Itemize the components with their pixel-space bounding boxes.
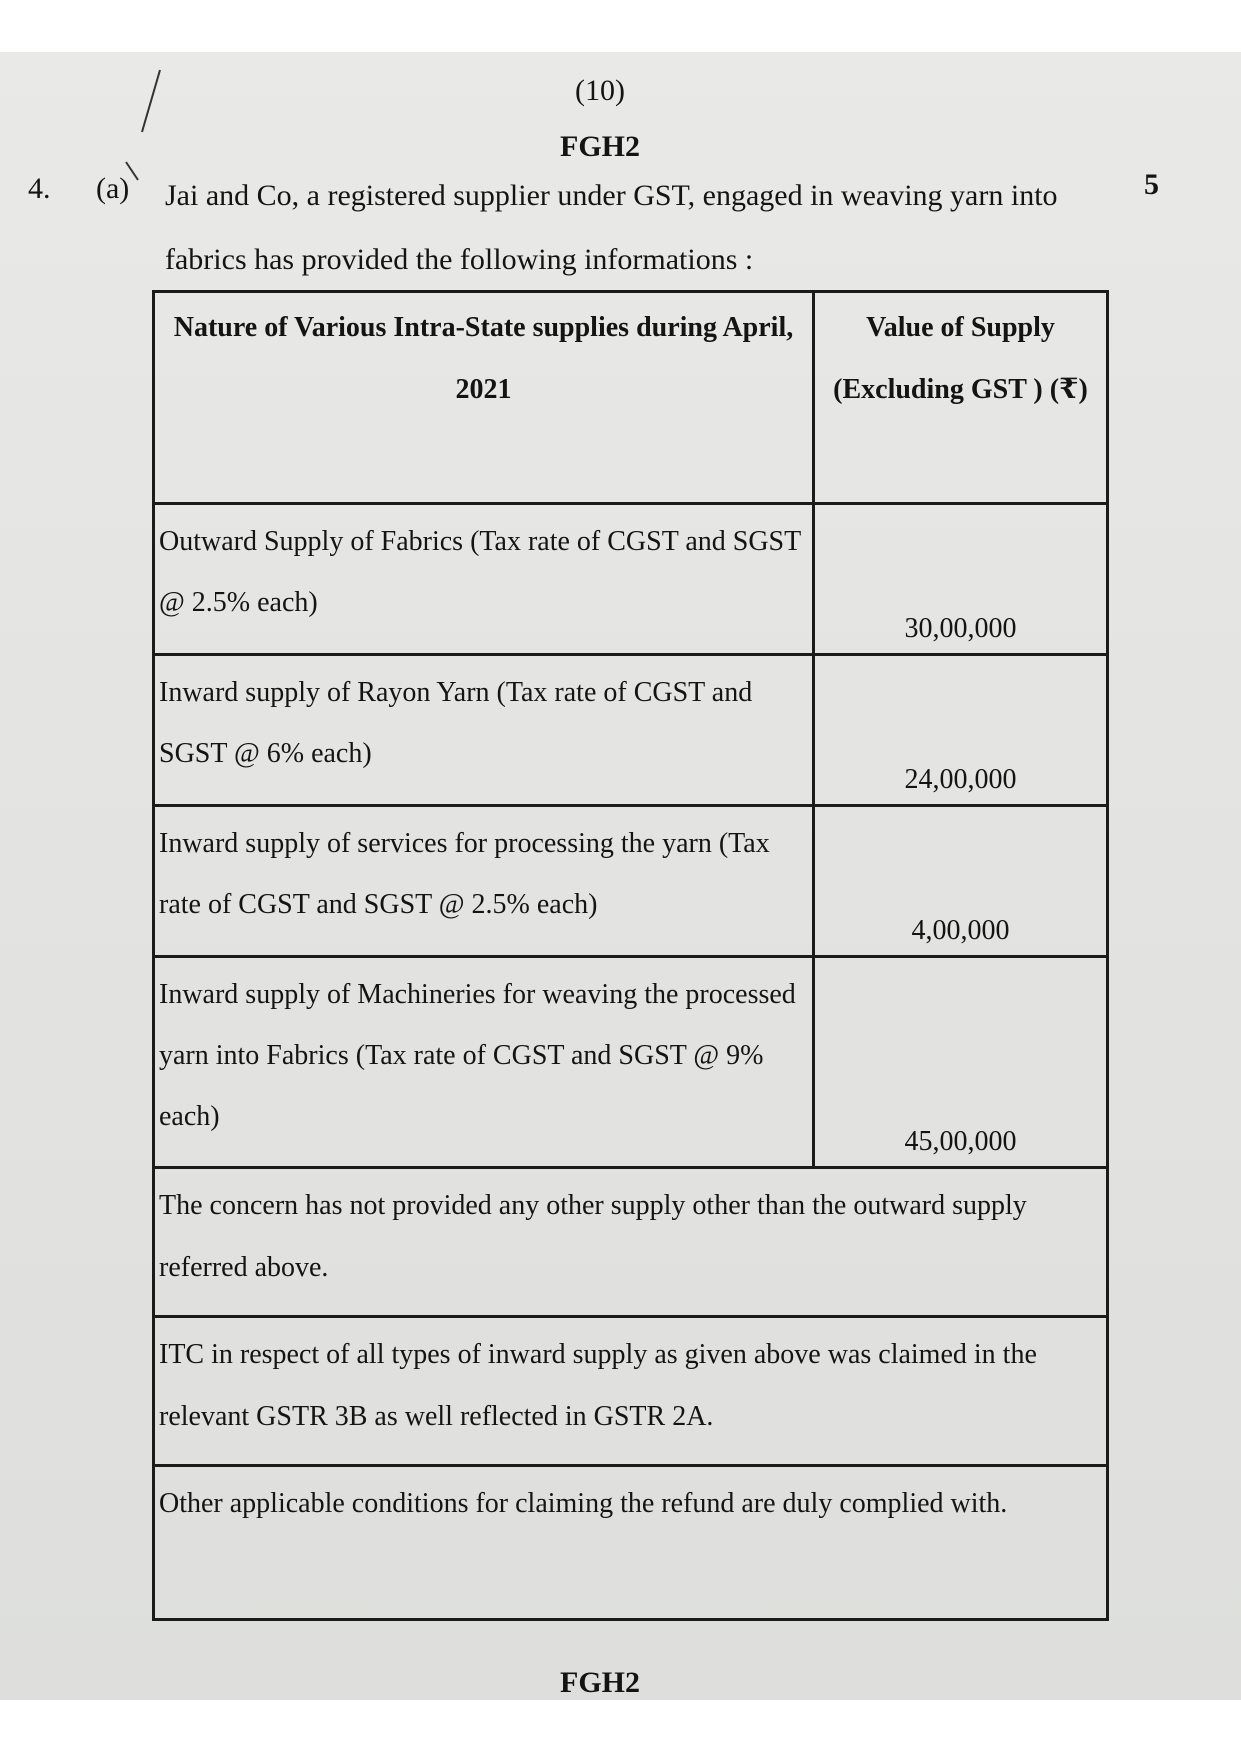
note-text: Other applicable conditions for claiming the refund are duly complied with.: [154, 1466, 1108, 1620]
row-value: 30,00,000: [814, 504, 1108, 655]
table-header-row: [154, 292, 1108, 504]
table-row: [154, 504, 1108, 655]
table-note-row: [154, 1466, 1108, 1620]
row-description: Inward supply of Rayon Yarn (Tax rate of CGST and SGST @ 6% each): [154, 655, 814, 806]
row-description: Inward supply of services for processing the yarn (Tax rate of CGST and SGST @ 2.5% each): [154, 806, 814, 957]
table-row: [154, 655, 1108, 806]
table-row: [154, 806, 1108, 957]
table-note-row: [154, 1168, 1108, 1317]
paper-code-footer: FGH2: [560, 1666, 640, 1699]
note-text: ITC in respect of all types of inward supply as given above was claimed in the relevant GSTR 3B as well reflected in GSTR 2A.: [154, 1317, 1108, 1466]
question-subpart: (a): [96, 172, 130, 205]
question-number: 4.: [28, 172, 51, 205]
row-value: 24,00,000: [814, 655, 1108, 806]
table-row: [154, 957, 1108, 1168]
note-text: The concern has not provided any other supply other than the outward supply referred above.: [154, 1168, 1108, 1317]
question-marks: 5: [1144, 168, 1159, 201]
exam-page: [0, 52, 1241, 1700]
question-text: Jai and Co, a registered supplier under GST, engaged in weaving yarn into fabrics has provided the following informations :: [165, 179, 1058, 276]
supply-info-table: [152, 290, 1109, 1621]
row-value: 4,00,000: [814, 806, 1108, 957]
table-note-row: [154, 1317, 1108, 1466]
paper-code-header: FGH2: [560, 130, 640, 163]
row-value: 45,00,000: [814, 957, 1108, 1168]
header-value: Value of Supply (Excluding GST ) (₹): [814, 292, 1108, 504]
row-description: Inward supply of Machineries for weaving the processed yarn into Fabrics (Tax rate of CGST and SGST @ 9% each): [154, 957, 814, 1168]
header-nature: Nature of Various Intra-State supplies during April, 2021: [154, 292, 814, 504]
page-number: (10): [575, 74, 625, 107]
row-description: Outward Supply of Fabrics (Tax rate of CGST and SGST @ 2.5% each): [154, 504, 814, 655]
